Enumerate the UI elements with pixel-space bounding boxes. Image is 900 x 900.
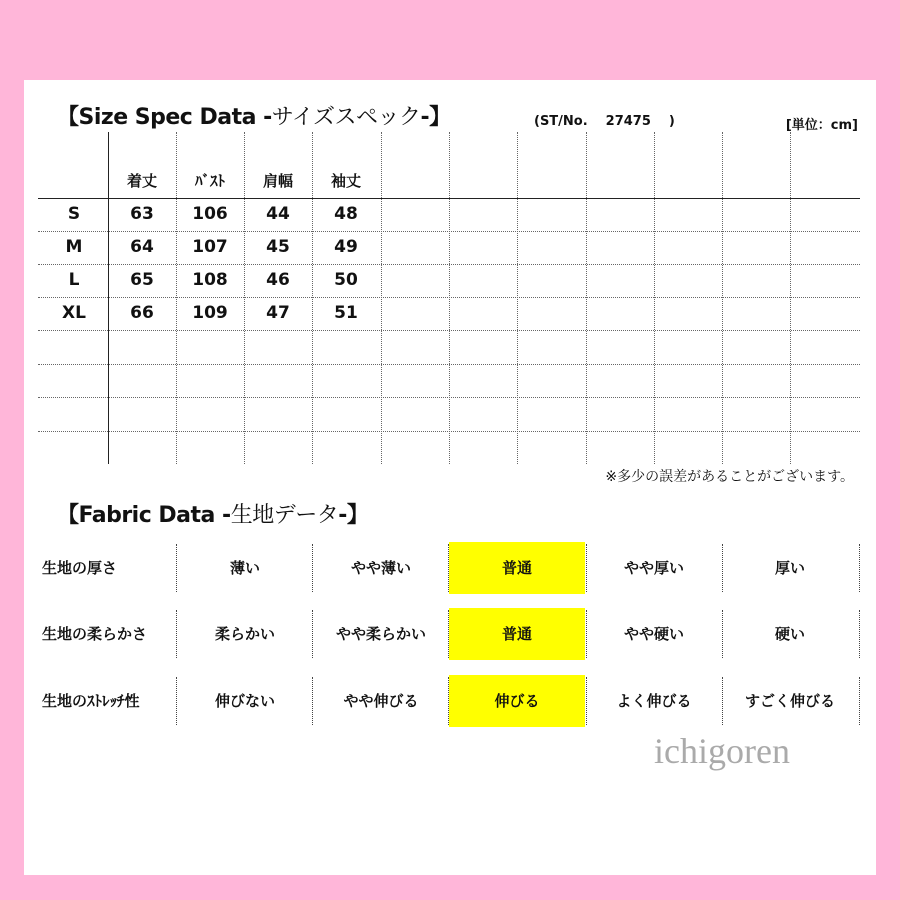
fabric-option-selected: 伸びる (449, 675, 585, 727)
size-value-cell: 106 (192, 204, 228, 224)
size-table (24, 80, 876, 480)
unit-label: [単位：cm] (785, 118, 858, 133)
size-value-cell: 63 (130, 204, 154, 224)
size-value-cell: 107 (192, 237, 228, 257)
fabric-separator (176, 610, 177, 658)
fabric-title-end: -】 (338, 503, 369, 528)
style-number-close: ) (668, 114, 675, 129)
size-row-label: S (67, 204, 81, 224)
grid-column-line (722, 132, 723, 464)
size-column-header: ﾊﾞｽﾄ (194, 172, 225, 190)
grid-row-line (38, 330, 860, 331)
style-number-label: (ST/No. (534, 114, 588, 129)
size-row-label: M (65, 237, 83, 257)
fabric-option: 硬い (774, 625, 805, 643)
fabric-separator (448, 677, 449, 725)
fabric-separator (722, 677, 723, 725)
fabric-title-en: 【Fabric Data - (57, 503, 231, 528)
fabric-title-jp: 生地データ (230, 503, 339, 528)
fabric-separator (859, 677, 860, 725)
fabric-separator (586, 544, 587, 592)
fabric-row-label: 生地のｽﾄﾚｯﾁ性 (42, 692, 140, 710)
fabric-separator (722, 544, 723, 592)
fabric-option: 厚い (774, 559, 805, 577)
fabric-separator (312, 677, 313, 725)
size-value-cell: 44 (266, 204, 290, 224)
grid-column-line (381, 132, 382, 464)
size-value-cell: 66 (130, 303, 154, 323)
size-value-cell: 51 (334, 303, 358, 323)
size-row-label: L (68, 270, 80, 290)
size-spec-card (24, 80, 876, 875)
tolerance-note: ※多少の誤差があることがございます。 (605, 469, 854, 485)
watermark: ichigoren (654, 731, 790, 771)
grid-row-line (38, 397, 860, 398)
fabric-option: 薄い (229, 559, 260, 577)
size-value-cell: 45 (266, 237, 290, 257)
size-spec-title-jp: サイズスペック (271, 105, 421, 130)
fabric-separator (312, 610, 313, 658)
fabric-option: やや厚い (623, 559, 684, 577)
grid-column-line (449, 132, 450, 464)
size-value-cell: 47 (266, 303, 290, 323)
size-row-label: XL (62, 303, 86, 323)
fabric-option: 柔らかい (214, 625, 275, 643)
size-value-cell: 48 (334, 204, 358, 224)
fabric-option: やや薄い (350, 559, 411, 577)
fabric-title (57, 498, 368, 529)
size-value-cell: 108 (192, 270, 228, 290)
fabric-separator (176, 677, 177, 725)
fabric-row (24, 542, 876, 594)
fabric-separator (586, 677, 587, 725)
size-spec-title-en: 【Size Spec Data - (57, 105, 272, 130)
grid-column-line (790, 132, 791, 464)
size-value-cell: 64 (130, 237, 154, 257)
grid-column-line (586, 132, 587, 464)
fabric-row (24, 675, 876, 727)
size-column-header: 袖丈 (330, 172, 361, 190)
fabric-separator (859, 610, 860, 658)
size-spec-title-end: -】 (420, 105, 451, 130)
fabric-option: やや硬い (623, 625, 684, 643)
fabric-option: やや柔らかい (335, 625, 426, 643)
grid-column-line (654, 132, 655, 464)
size-value-cell: 50 (334, 270, 358, 290)
fabric-option-selected: 普通 (449, 608, 585, 660)
grid-row-line (38, 364, 860, 365)
fabric-option: 伸びない (214, 692, 275, 710)
fabric-row-label: 生地の厚さ (42, 559, 118, 577)
fabric-row (24, 608, 876, 660)
grid-row-line (38, 431, 860, 432)
size-column-header: 肩幅 (262, 172, 293, 190)
fabric-separator (586, 610, 587, 658)
fabric-separator (448, 610, 449, 658)
grid-column-line (517, 132, 518, 464)
size-value-cell: 65 (130, 270, 154, 290)
size-value-cell: 46 (266, 270, 290, 290)
size-column-header: 着丈 (126, 172, 157, 190)
fabric-option: よく伸びる (616, 692, 692, 710)
size-value-cell: 49 (334, 237, 358, 257)
fabric-separator (312, 544, 313, 592)
size-value-cell: 109 (192, 303, 228, 323)
fabric-separator (176, 544, 177, 592)
fabric-separator (859, 544, 860, 592)
fabric-option: やや伸びる (343, 692, 419, 710)
fabric-separator (722, 610, 723, 658)
fabric-option: すごく伸びる (744, 692, 835, 710)
style-number-value: 27475 (605, 114, 651, 129)
fabric-option-selected: 普通 (449, 542, 585, 594)
fabric-row-label: 生地の柔らかさ (42, 625, 148, 643)
fabric-separator (448, 544, 449, 592)
